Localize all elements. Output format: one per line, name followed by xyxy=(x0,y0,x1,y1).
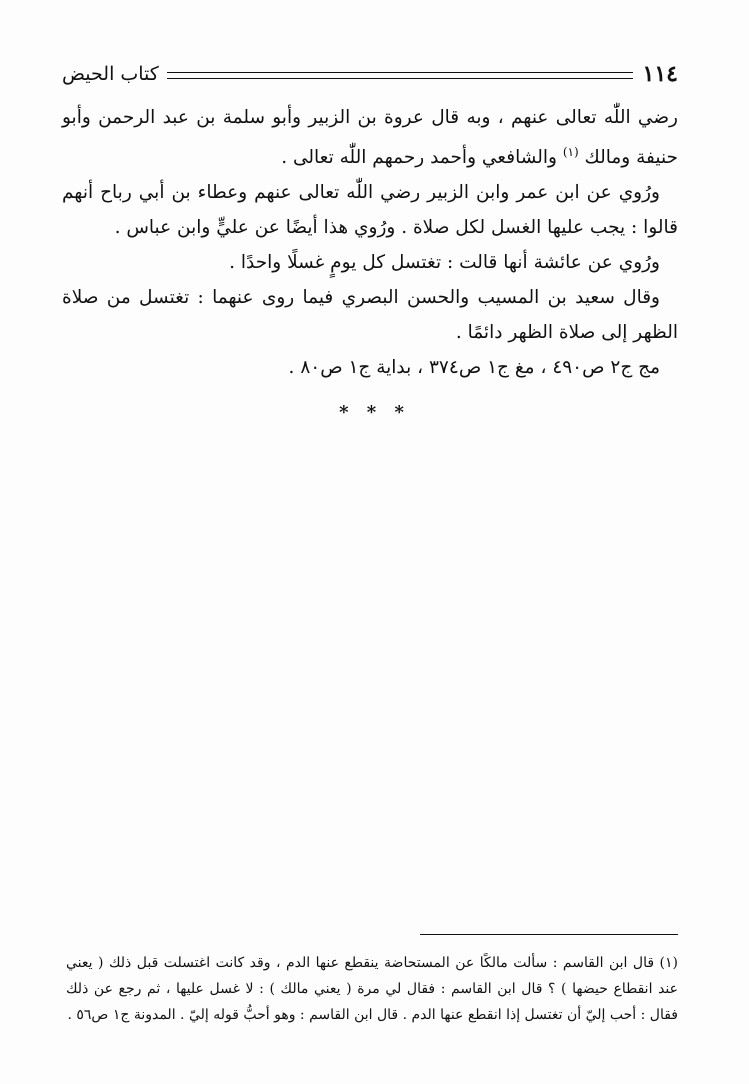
paragraph-2: ورُوي عن ابن عمر وابن الزبير رضي اللّٰه تعالى عنهم وعطاء بن أبي رباح أنهم قالوا : يجب عليها الغسل لكل صلاة . ورُوي هذا أيضًا عن عليٍّ وابن عباس . xyxy=(62,182,678,239)
footnote: (١) قال ابن القاسم : سألت مالكًا عن المستحاضة ينقطع عنها الدم ، وقد كانت اغتسلت قبل ذلك ( يعني عند انقطاع حيضها ) ؟ قال ابن القاسم : فقال لي مرة ( يعني مالك ) : لا غسل عليها ، ثم رجع عن ذلك فقال : أحب إليّ أن تغتسل إذا انقطع عنها الدم . قال ابن القاسم : وهو أحبُّ قوله إليّ . المدونة ج١ ص٥٦ . xyxy=(66,955,678,1023)
section-separator: * * * xyxy=(339,402,410,423)
paragraph-4: وقال سعيد بن المسيب والحسن البصري فيما روى عنهما : تغتسل من صلاة الظهر إلى صلاة الظهر دائمًا . xyxy=(62,287,678,344)
footnote-rule xyxy=(420,934,678,935)
page-header xyxy=(62,58,678,90)
chapter-title: كتاب الحيض xyxy=(62,63,159,85)
footnote-reference: (١) xyxy=(562,145,579,159)
source-references: مج ج٢ ص٤٩٠ ، مغ ج١ ص٣٧٤ ، بداية ج١ ص٨٠ . xyxy=(288,357,660,379)
main-text xyxy=(62,100,678,385)
paragraph-1-text-b: والشافعي وأحمد رحمهم اللّٰه تعالى . xyxy=(281,147,563,169)
paragraph-3: ورُوي عن عائشة أنها قالت : تغتسل كل يومٍ غسلًا واحدًا . xyxy=(229,252,660,274)
paragraph-1-text-a: رضي اللّٰه تعالى عنهم ، وبه قال عروة بن الزبير وأبو سلمة بن عبد الرحمن وأبو حنيفة ومالك xyxy=(62,107,678,169)
header-rule xyxy=(167,72,633,79)
page-number: ١١٤ xyxy=(642,61,678,87)
paragraph-1 xyxy=(62,100,678,175)
